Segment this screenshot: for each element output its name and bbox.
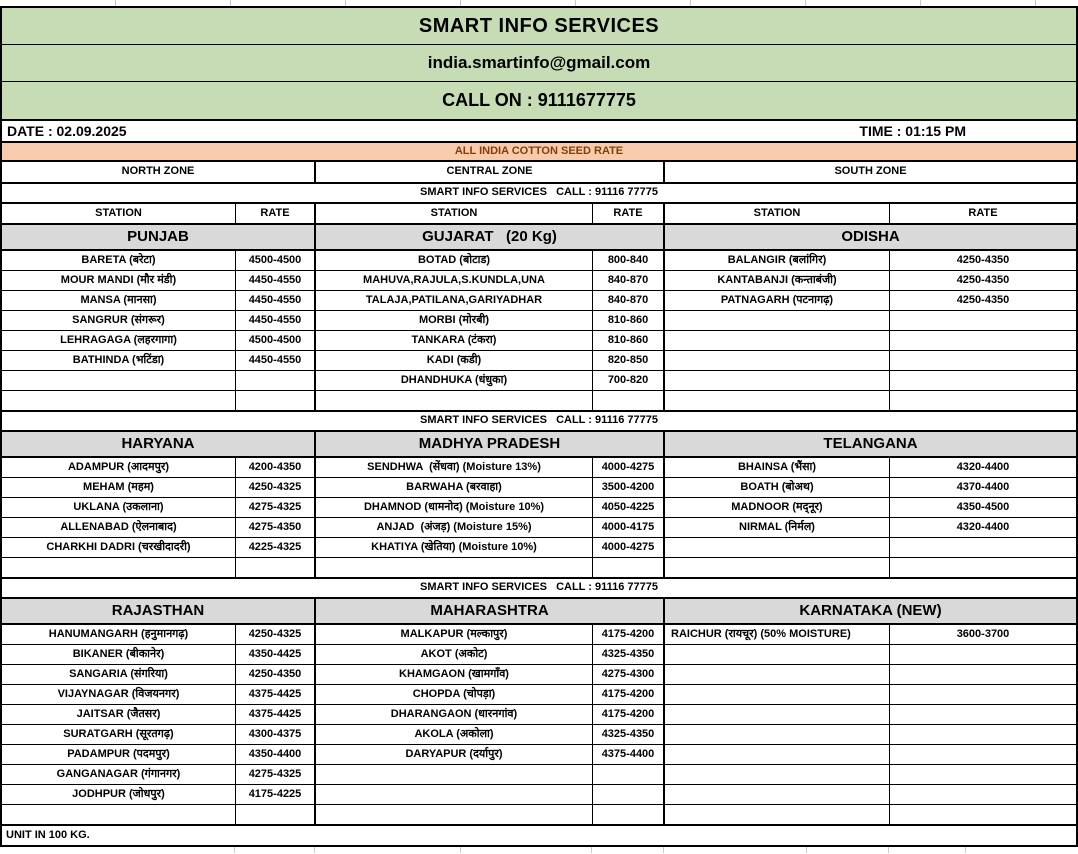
zone-south: SOUTH ZONE	[834, 165, 907, 178]
col-header-station: STATION	[316, 204, 593, 223]
station-cell	[665, 765, 890, 784]
gridline-tick	[920, 0, 921, 6]
gridline-tick	[965, 847, 966, 853]
rate-cell	[890, 645, 1076, 664]
bottom-gridline-strip	[0, 847, 1078, 853]
rate-cell: 810-860	[593, 331, 665, 350]
rate-cell: 4175-4200	[593, 705, 665, 724]
station-cell: MALKAPUR (मल्कापुर)	[316, 625, 593, 644]
rate-cell	[890, 538, 1076, 557]
rate-cell: 4250-4350	[236, 665, 316, 684]
station-cell: CHOPDA (चोपड़ा)	[316, 685, 593, 704]
data-row	[2, 518, 1076, 538]
rate-cell: 4375-4400	[593, 745, 665, 764]
station-cell	[665, 745, 890, 764]
state-header-row	[2, 225, 1076, 251]
col-header-station: STATION	[665, 204, 890, 223]
station-cell: BIKANER (बीकानेर)	[2, 645, 236, 664]
rate-cell: 4370-4400	[956, 480, 1010, 493]
rate-cell: 4250-4350	[956, 273, 1010, 286]
station-cell	[665, 805, 890, 824]
state-header: PUNJAB	[2, 225, 316, 249]
station-cell: DHANDHUKA (धंधुका)	[316, 371, 593, 390]
rate-cell	[890, 745, 1076, 764]
rate-cell: 4175-4200	[593, 625, 665, 644]
data-row	[2, 625, 1076, 645]
state-header: HARYANA	[2, 432, 316, 456]
rate-cell: 4350-4400	[236, 745, 316, 764]
data-row	[2, 645, 1076, 665]
rate-cell: 4325-4350	[593, 645, 665, 664]
station-cell: MANSA (मानसा)	[2, 291, 236, 310]
rate-cell: 840-870	[593, 271, 665, 290]
rate-cell: 4325-4350	[593, 725, 665, 744]
rate-cell: 4450-4550	[236, 311, 316, 330]
data-row	[2, 311, 1076, 331]
data-row	[2, 351, 1076, 371]
station-cell: HANUMANGARH (हनुमानगढ़)	[2, 625, 236, 644]
station-cell: BARWAHA (बरवाहा)	[316, 478, 593, 497]
title-row	[2, 8, 1076, 45]
rate-sections	[2, 225, 1076, 826]
rate-cell: 4225-4325	[236, 538, 316, 557]
gridline-tick	[234, 847, 235, 853]
state-header: TELANGANA	[665, 432, 1076, 456]
data-row	[2, 391, 1076, 412]
rate-cell	[890, 705, 1076, 724]
station-cell	[665, 371, 890, 390]
call-text: CALL ON : 9111677775	[442, 90, 636, 111]
rate-cell	[890, 765, 1076, 784]
rate-cell	[890, 725, 1076, 744]
gridline-tick	[115, 0, 116, 6]
unit-row	[2, 826, 1076, 845]
station-cell	[665, 351, 890, 370]
data-row	[2, 331, 1076, 351]
gridline-tick	[888, 847, 889, 853]
gridline-tick	[460, 0, 461, 6]
rate-cell	[593, 765, 665, 784]
station-cell	[665, 705, 890, 724]
contact-strip-text: SMART INFO SERVICES CALL : 91116 77775	[419, 414, 658, 427]
data-row	[2, 765, 1076, 785]
rate-cell: 4450-4550	[236, 291, 316, 310]
state-header: RAJASTHAN	[2, 599, 316, 623]
data-row	[2, 705, 1076, 725]
gridline-tick	[314, 847, 315, 853]
station-cell	[2, 371, 236, 390]
rate-cell	[593, 391, 665, 410]
rate-cell: 4200-4350	[236, 458, 316, 477]
gridline-tick	[663, 847, 664, 853]
rate-cell: 4050-4225	[593, 498, 665, 517]
col-header-rate: RATE	[968, 206, 998, 219]
station-cell: BOATH (बोअथ)	[665, 478, 890, 497]
contact-strip-row	[2, 184, 1076, 204]
rate-cell	[890, 391, 1076, 410]
rate-cell: 700-820	[593, 371, 665, 390]
rate-cell: 4320-4400	[956, 520, 1010, 533]
station-cell: MAHUVA,RAJULA,S.KUNDLA,UNA	[316, 271, 593, 290]
date-text: DATE : 02.09.2025	[7, 122, 127, 139]
rate-cell	[236, 558, 316, 577]
station-cell	[665, 785, 890, 804]
gridline-tick	[690, 0, 691, 6]
station-cell	[2, 391, 236, 410]
data-row	[2, 498, 1076, 518]
station-cell	[665, 391, 890, 410]
data-row	[2, 371, 1076, 391]
station-cell: KANTABANJI (कन्ताबंजी)	[665, 271, 890, 290]
rate-cell	[236, 371, 316, 390]
state-header-row	[2, 432, 1076, 458]
rate-cell: 4250-4325	[236, 625, 316, 644]
station-cell: PATNAGARH (पटनागढ़)	[665, 291, 890, 310]
gridline-tick	[591, 847, 592, 853]
rate-cell: 4250-4350	[956, 253, 1010, 266]
rate-cell: 4000-4175	[593, 518, 665, 537]
rate-table	[0, 6, 1078, 847]
rate-cell: 4500-4500	[236, 331, 316, 350]
station-cell	[2, 558, 236, 577]
banner-row	[2, 143, 1076, 162]
state-header: MADHYA PRADESH	[316, 432, 665, 456]
station-cell: PADAMPUR (पदमपुर)	[2, 745, 236, 764]
station-cell	[316, 558, 593, 577]
rate-cell	[890, 351, 1076, 370]
rate-cell	[890, 371, 1076, 390]
rate-cell: 4000-4275	[593, 458, 665, 477]
station-cell: ALLENABAD (ऐलनाबाद)	[2, 518, 236, 537]
station-cell: MADNOOR (मद्नूर)	[665, 498, 890, 517]
station-cell: KADI (कडी)	[316, 351, 593, 370]
rate-cell: 4175-4200	[593, 685, 665, 704]
contact-strip-text: SMART INFO SERVICES CALL : 91116 77775	[419, 581, 658, 594]
contact-strip-row	[2, 412, 1076, 432]
station-cell: MEHAM (महम)	[2, 478, 236, 497]
gridline-tick	[460, 847, 461, 853]
gridline-tick	[345, 0, 346, 6]
station-cell: MORBI (मोरबी)	[316, 311, 593, 330]
station-cell	[665, 725, 890, 744]
station-cell: TALAJA,PATILANA,GARIYADHAR	[316, 291, 593, 310]
station-cell: SURATGARH (सूरतगढ़)	[2, 725, 236, 744]
station-cell: UKLANA (उकलाना)	[2, 498, 236, 517]
rate-cell	[890, 331, 1076, 350]
rate-cell	[890, 805, 1076, 824]
rate-cell	[890, 311, 1076, 330]
station-cell: DHARANGAON (धारनगांव)	[316, 705, 593, 724]
station-cell: SENDHWA (सेंधवा) (Moisture 13%)	[316, 458, 593, 477]
station-cell: BALANGIR (बलांगिर)	[665, 251, 890, 270]
station-cell: CHARKHI DADRI (चरखीदादरी)	[2, 538, 236, 557]
station-cell: VIJAYNAGAR (विजयनगर)	[2, 685, 236, 704]
rate-cell: 820-850	[593, 351, 665, 370]
data-row	[2, 271, 1076, 291]
unit-text: UNIT IN 100 KG.	[6, 828, 90, 841]
data-row	[2, 785, 1076, 805]
rate-cell: 4500-4500	[236, 251, 316, 270]
col-header-rate: RATE	[236, 204, 316, 223]
banner-text: ALL INDIA COTTON SEED RATE	[454, 144, 624, 157]
rate-cell: 4375-4425	[236, 685, 316, 704]
state-header: MAHARASHTRA	[316, 599, 665, 623]
data-row	[2, 665, 1076, 685]
rate-cell: 4300-4375	[236, 725, 316, 744]
gridline-tick	[805, 0, 806, 6]
station-cell: ANJAD (अंजड़) (Moisture 15%)	[316, 518, 593, 537]
rate-cell: 4275-4325	[236, 498, 316, 517]
rate-cell: 840-870	[593, 291, 665, 310]
station-cell	[665, 331, 890, 350]
station-cell: BOTAD (बोटाड)	[316, 251, 593, 270]
station-cell: ADAMPUR (आदमपुर)	[2, 458, 236, 477]
rate-cell	[236, 805, 316, 824]
rate-cell	[593, 785, 665, 804]
rate-cell	[890, 785, 1076, 804]
station-cell: BHAINSA (भैंसा)	[665, 458, 890, 477]
state-header: GUJARAT (20 Kg)	[316, 225, 665, 249]
data-row	[2, 558, 1076, 579]
gridline-tick	[806, 847, 807, 853]
station-cell: BATHINDA (भटिंडा)	[2, 351, 236, 370]
state-header: KARNATAKA (NEW)	[665, 599, 1076, 623]
rate-cell: 3600-3700	[956, 627, 1010, 640]
data-row	[2, 251, 1076, 271]
email-row	[2, 45, 1076, 82]
state-header: ODISHA	[665, 225, 1076, 249]
station-cell: TANKARA (टंकरा)	[316, 331, 593, 350]
rate-cell	[890, 685, 1076, 704]
contact-strip-text: SMART INFO SERVICES CALL : 91116 77775	[419, 186, 658, 199]
email-text: india.smartinfo@gmail.com	[427, 53, 651, 73]
call-row	[2, 82, 1076, 121]
zone-central: CENTRAL ZONE	[316, 162, 665, 182]
data-row	[2, 478, 1076, 498]
datetime-row	[2, 121, 1076, 143]
station-cell	[665, 685, 890, 704]
rate-cell: 4350-4500	[956, 500, 1010, 513]
station-cell: JODHPUR (जोधपुर)	[2, 785, 236, 804]
rate-cell: 3500-4200	[593, 478, 665, 497]
rate-cell	[593, 805, 665, 824]
data-row	[2, 458, 1076, 478]
station-cell: SANGRUR (संगरूर)	[2, 311, 236, 330]
station-cell: DHAMNOD (धामनोद) (Moisture 10%)	[316, 498, 593, 517]
station-cell: JAITSAR (जैतसर)	[2, 705, 236, 724]
zone-header-row	[2, 162, 1076, 184]
column-header-row	[2, 204, 1076, 225]
data-row	[2, 745, 1076, 765]
station-cell	[665, 311, 890, 330]
station-cell: KHATIYA (खेतिया) (Moisture 10%)	[316, 538, 593, 557]
station-cell: AKOLA (अकोला)	[316, 725, 593, 744]
time-text: TIME : 01:15 PM	[859, 122, 966, 139]
station-cell	[665, 645, 890, 664]
station-cell: DARYAPUR (दर्यापुर)	[316, 745, 593, 764]
rate-cell	[236, 391, 316, 410]
rate-cell	[890, 665, 1076, 684]
rate-cell	[890, 558, 1076, 577]
station-cell: BARETA (बरेटा)	[2, 251, 236, 270]
rate-cell: 4350-4425	[236, 645, 316, 664]
station-cell: MOUR MANDI (मौर मंडी)	[2, 271, 236, 290]
zone-north: NORTH ZONE	[2, 162, 316, 182]
state-header-row	[2, 599, 1076, 625]
rate-cell: 4250-4325	[236, 478, 316, 497]
data-row	[2, 685, 1076, 705]
rate-cell: 810-860	[593, 311, 665, 330]
page-title: SMART INFO SERVICES	[418, 14, 660, 37]
data-row	[2, 725, 1076, 745]
rate-cell: 4000-4275	[593, 538, 665, 557]
rate-cell: 4450-4550	[236, 271, 316, 290]
station-cell	[665, 665, 890, 684]
gridline-tick	[575, 0, 576, 6]
gridline-tick	[230, 0, 231, 6]
station-cell	[316, 765, 593, 784]
data-row	[2, 538, 1076, 558]
station-cell	[316, 391, 593, 410]
gridline-tick	[1035, 0, 1036, 6]
rate-cell: 4275-4300	[593, 665, 665, 684]
station-cell: RAICHUR (रायचूर) (50% MOISTURE)	[665, 625, 890, 644]
rate-cell: 4250-4350	[956, 293, 1010, 306]
contact-strip-row	[2, 579, 1076, 599]
station-cell	[665, 538, 890, 557]
station-cell: LEHRAGAGA (लहरगागा)	[2, 331, 236, 350]
station-cell	[316, 785, 593, 804]
col-header-rate: RATE	[593, 204, 665, 223]
rate-cell	[593, 558, 665, 577]
station-cell: AKOT (अकोट)	[316, 645, 593, 664]
rate-cell: 4275-4350	[236, 518, 316, 537]
station-cell: KHAMGAON (खामगाँव)	[316, 665, 593, 684]
station-cell: GANGANAGAR (गंगानगर)	[2, 765, 236, 784]
col-header-station: STATION	[2, 204, 236, 223]
data-row	[2, 805, 1076, 826]
top-gridline-strip	[0, 0, 1078, 6]
station-cell: NIRMAL (निर्मल)	[665, 518, 890, 537]
rate-cell: 4450-4550	[236, 351, 316, 370]
rate-cell: 4320-4400	[956, 460, 1010, 473]
rate-cell: 4375-4425	[236, 705, 316, 724]
station-cell	[2, 805, 236, 824]
rate-cell: 4275-4325	[236, 765, 316, 784]
station-cell	[316, 805, 593, 824]
data-row	[2, 291, 1076, 311]
rate-cell: 800-840	[593, 251, 665, 270]
rate-cell: 4175-4225	[236, 785, 316, 804]
station-cell: SANGARIA (संगरिया)	[2, 665, 236, 684]
station-cell	[665, 558, 890, 577]
